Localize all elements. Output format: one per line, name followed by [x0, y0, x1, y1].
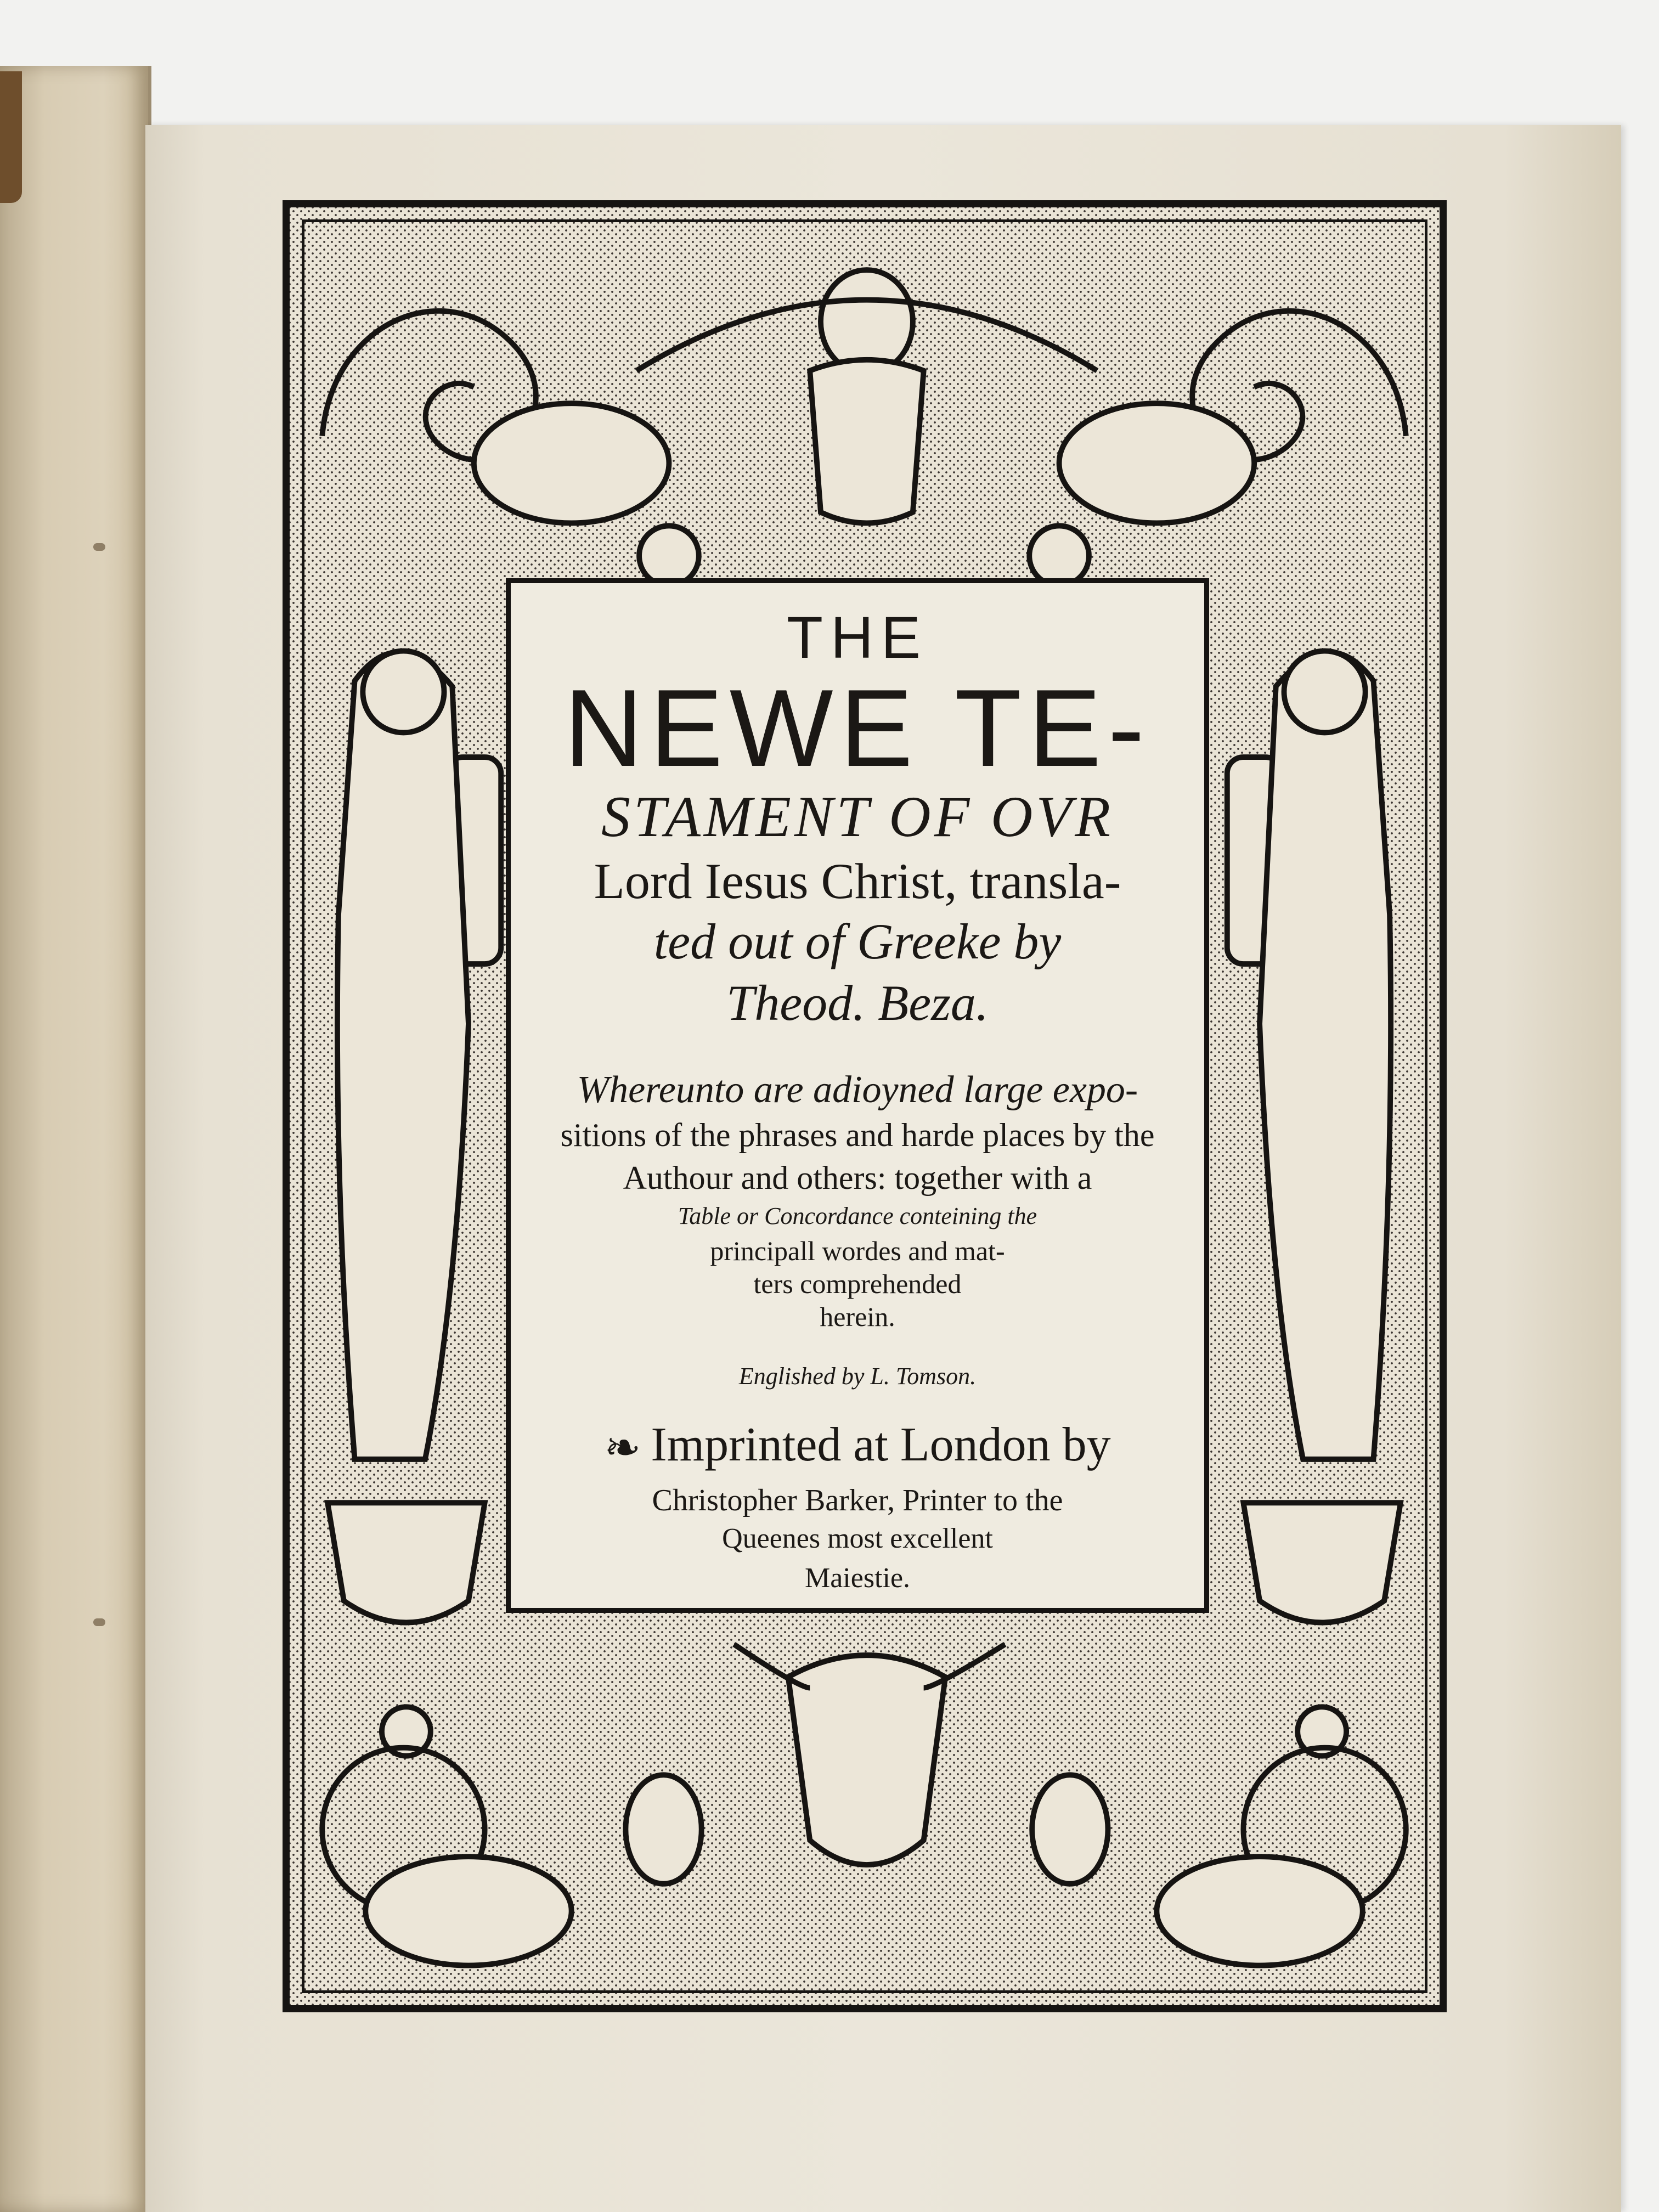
subtitle-line-2: sitions of the phrases and harde places by the	[560, 1117, 1155, 1153]
left-facing-page	[0, 66, 151, 2212]
flower-rosette-top-left	[639, 526, 699, 585]
figure-head-right	[1284, 651, 1365, 733]
lion-bottom-right	[1156, 1857, 1362, 1965]
subtitle-line-1: Whereunto are adioyned large expo-	[577, 1069, 1138, 1111]
mask-bottom-left	[625, 1775, 701, 1883]
subtitle-line-5: principall wordes and mat-	[710, 1235, 1005, 1266]
fleuron-icon: ❧	[604, 1424, 641, 1472]
imprint-line-4: Maiestie.	[804, 1562, 911, 1594]
lion-bottom-left	[365, 1857, 571, 1965]
title-line-lord: Lord Iesus Christ, transla-	[594, 853, 1121, 909]
imprint-text: Imprinted at London by	[651, 1418, 1111, 1471]
binding-thread	[93, 1618, 105, 1626]
imprint-line-1	[511, 1417, 1204, 1474]
subtitle-line-4: Table or Concordance conteining the	[678, 1203, 1037, 1229]
cherub-body-top-center	[810, 360, 923, 523]
acanthus-leaf-top-right	[1059, 403, 1255, 523]
mask-bottom-right	[1032, 1775, 1108, 1883]
imprint-line-3: Queenes most excellent	[722, 1523, 993, 1554]
title-text-panel	[506, 578, 1209, 1613]
ox-skull-bottom-center	[788, 1655, 945, 1865]
binding-thread	[93, 543, 105, 551]
title-line-the: THE	[787, 604, 928, 670]
pedestal-left	[328, 1503, 484, 1622]
acanthus-leaf-top-left	[474, 403, 669, 523]
subtitle-line-3: Authour and others: together with a	[623, 1160, 1092, 1196]
pedestal-right	[1243, 1503, 1400, 1622]
figure-pillar-left	[337, 652, 469, 1459]
title-line-newe: NEWE TE-	[563, 667, 1152, 789]
title-line-stament: STAMENT OF OVR	[601, 785, 1114, 849]
figure-pillar-right	[1260, 652, 1391, 1459]
subtitle-line-6: ters comprehended	[753, 1268, 962, 1299]
subtitle-line-7: herein.	[820, 1301, 895, 1332]
title-line-ted: ted out of Greeke by	[653, 913, 1062, 969]
translator-credit: Englished by L. Tomson.	[738, 1363, 977, 1390]
leather-binding-edge	[0, 71, 22, 203]
imprint-line-2: Christopher Barker, Printer to the	[652, 1483, 1063, 1517]
flower-rosette-top-right	[1029, 526, 1089, 585]
title-line-beza: Theod. Beza.	[726, 975, 989, 1031]
figure-head-left	[363, 651, 444, 733]
